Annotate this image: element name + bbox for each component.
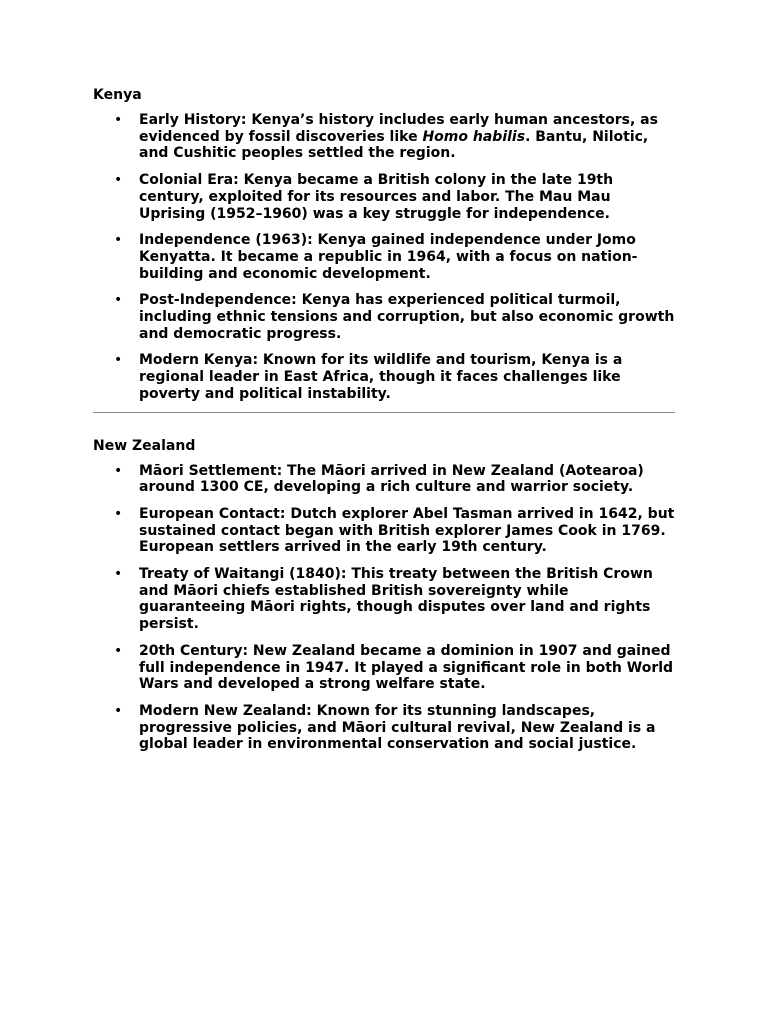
kenya-heading: Kenya <box>93 87 142 103</box>
item-text: Independence (1963): Kenya gained independence under Jomo Kenyatta. It became a republic in 1964, with a focus on nation-building and economic development. <box>139 232 638 282</box>
bullet-icon: • <box>114 232 123 249</box>
item-text: Treaty of Waitangi (1840): This treaty between the British Crown and Māori chiefs established British sovereignty while guaranteeing Māori rights, though disputes over land and rights persist. <box>139 566 653 633</box>
bullet-icon: • <box>114 292 123 309</box>
item-text: 20th Century: New Zealand became a dominion in 1907 and gained full independence in 1947. It played a significant role in both World Wars and developed a strong welfare state. <box>139 642 674 693</box>
item-text: Modern Kenya: Known for its wildlife and tourism, Kenya is a regional leader in East Africa, though it faces challenges like poverty and political instability. <box>139 352 623 402</box>
new-zealand-heading: New Zealand <box>93 437 196 454</box>
item-text-italic: Homo habilis <box>422 128 526 145</box>
list-item <box>93 172 675 222</box>
list-item <box>93 352 675 402</box>
new-zealand-list <box>93 463 675 754</box>
item-text-after: . Bantu, Nilotic, and Cushitic peoples settled the region. <box>139 128 649 162</box>
list-item <box>93 566 675 633</box>
kenya-list <box>93 112 675 403</box>
list-item <box>93 643 675 693</box>
bullet-icon: • <box>114 462 123 479</box>
item-text-before: Early History: Kenya’s history includes early human ancestors, as evidenced by fossil discoveries like <box>139 112 658 145</box>
item-text: Māori Settlement: The Māori arrived in New Zealand (Aotearoa) around 1300 CE, developing a rich culture and warrior society. <box>139 462 644 496</box>
item-text: Post-Independence: Kenya has experienced political turmoil, including ethnic tensions and corruption, but also economic growth and democratic progress. <box>139 292 675 342</box>
bullet-icon: • <box>114 642 123 659</box>
bullet-icon: • <box>114 172 123 189</box>
bullet-icon: • <box>114 566 123 583</box>
list-item <box>93 232 675 282</box>
bullet-icon: • <box>114 352 123 369</box>
bullet-icon: • <box>114 505 123 522</box>
item-text: Modern New Zealand: Known for its stunning landscapes, progressive policies, and Māori cultural revival, New Zealand is a global leader in environmental conservation and social justice. <box>139 702 656 753</box>
list-item <box>93 703 675 753</box>
item-text: Colonial Era: Kenya became a British colony in the late 19th century, exploited for its resources and labor. The Mau Mau Uprising (1952–1960) was a key struggle for independence. <box>139 172 614 222</box>
list-item <box>93 112 675 162</box>
list-item <box>93 463 675 496</box>
bullet-icon: • <box>114 112 123 128</box>
section-divider <box>93 412 675 413</box>
item-text: European Contact: Dutch explorer Abel Tasman arrived in 1642, but sustained contact began with British explorer James Cook in 1769. European settlers arrived in the early 19th century. <box>139 505 675 556</box>
list-item <box>93 292 675 342</box>
bullet-icon: • <box>114 702 123 719</box>
document-page <box>93 86 675 763</box>
list-item <box>93 506 675 556</box>
